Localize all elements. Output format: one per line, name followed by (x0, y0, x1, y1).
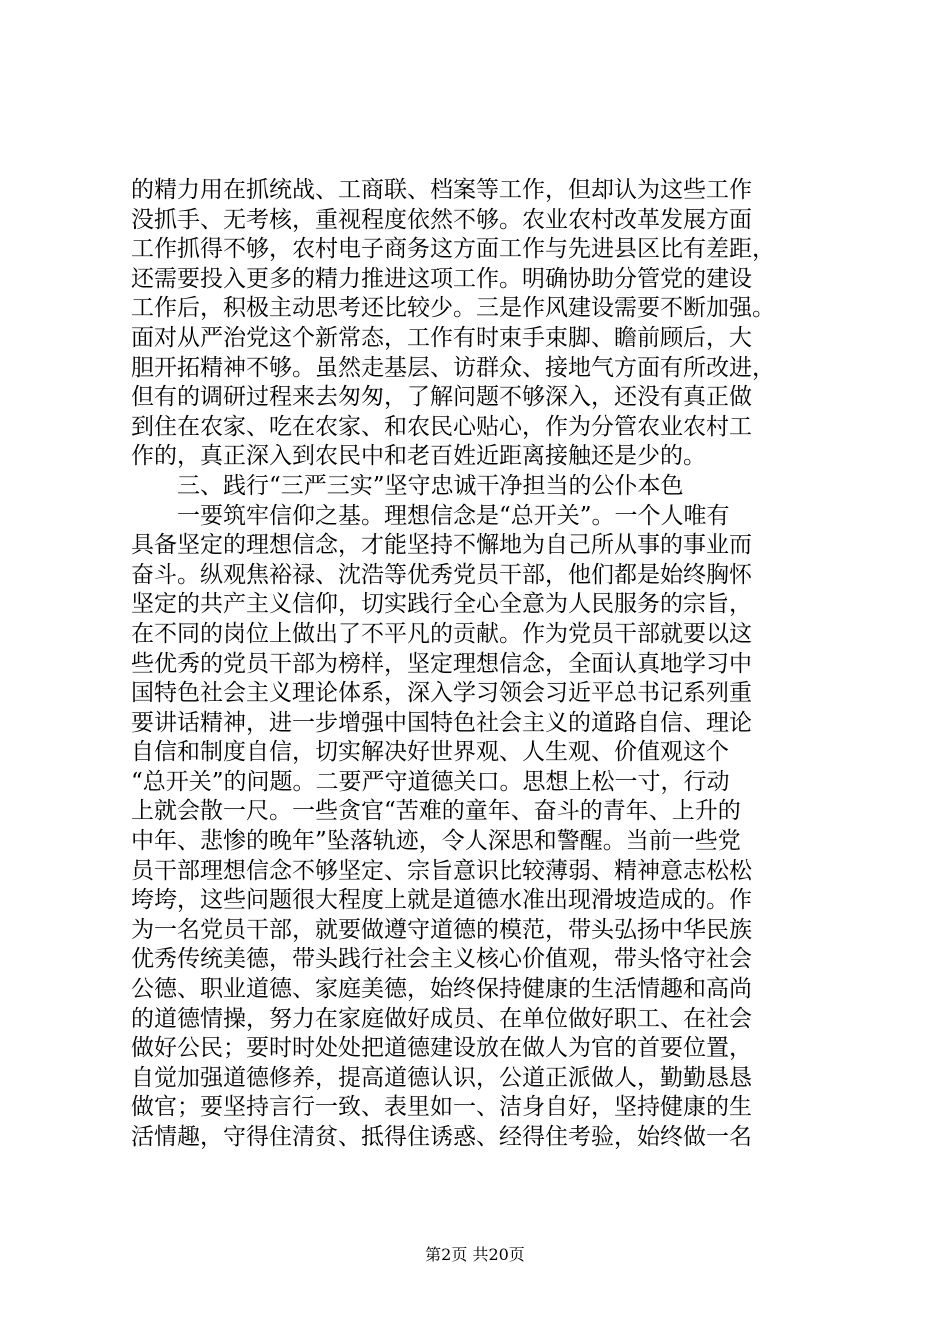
text-line: 奋斗。纵观焦裕禄、沈浩等优秀党员干部，他们都是始终胸怀 (131, 561, 752, 588)
text-line: 国特色社会主义理论体系，深入学习领会习近平总书记系列重 (131, 680, 752, 707)
text-line: 优秀传统美德，带头践行社会主义核心价值观，带头恪守社会 (131, 946, 752, 973)
text-line: 公德、职业道德、家庭美德，始终保持健康的生活情趣和高尚 (131, 976, 752, 1003)
text-line: 没抓手、无考核，重视程度依然不够。农业农村改革发展方面 (131, 206, 752, 233)
text-line: 自信和制度自信，切实解决好世界观、人生观、价值观这个 (131, 739, 729, 766)
text-line: 活情趣，守得住清贫、抵得住诱惑、经得住考验，始终做一名 (131, 1124, 752, 1150)
text-line: 的道德情操，努力在家庭做好成员、在单位做好职工、在社会 (131, 1005, 752, 1032)
text-line: 坚定的共产主义信仰，切实践行全心全意为人民服务的宗旨， (131, 591, 752, 618)
text-line: 上就会散一尺。一些贪官“苦难的童年、奋斗的青年、上升的 (131, 798, 741, 825)
section-heading: 三、践行“三严三实”坚守忠诚干净担当的公仆本色 (177, 472, 684, 499)
text-line: 为一名党员干部，就要做遵守道德的模范，带头弘扬中华民族 (131, 916, 752, 943)
text-line: 些优秀的党员干部为榜样，坚定理想信念，全面认真地学习中 (131, 650, 752, 677)
body-text (131, 176, 831, 1153)
text-line: 工作抓得不够，农村电子商务这方面工作与先进县区比有差距， (131, 236, 775, 263)
text-line: 要讲话精神，进一步增强中国特色社会主义的道路自信、理论 (131, 709, 752, 736)
text-line: 做好公民；要时时处处把道德建设放在做人为官的首要位置， (131, 1035, 752, 1062)
text-line: 作的，真正深入到农民中和老百姓近距离接触还是少的。 (131, 443, 706, 470)
text-line: 工作后，积极主动思考还比较少。三是作风建设需要不断加强。 (131, 295, 775, 322)
text-line: 员干部理想信念不够坚定、宗旨意识比较薄弱、精神意志松松 (131, 857, 752, 884)
text-line: 的精力用在抓统战、工商联、档案等工作，但却认为这些工作 (131, 177, 752, 203)
text-line: 胆开拓精神不够。虽然走基层、访群众、接地气方面有所改进， (131, 354, 775, 381)
text-line: 在不同的岗位上做出了不平凡的贡献。作为党员干部就要以这 (131, 620, 752, 647)
text-line: 面对从严治党这个新常态，工作有时束手束脚、瞻前顾后，大 (131, 324, 752, 351)
text-line: 中年、悲惨的晚年”坠落轨迹，令人深思和警醒。当前一些党 (131, 828, 741, 855)
text-line: 但有的调研过程来去匆匆，了解问题不够深入，还没有真正做 (131, 384, 752, 411)
text-line: 到住在农家、吃在农家、和农民心贴心，作为分管农业农村工 (131, 413, 752, 440)
text-line: 一要筑牢信仰之基。理想信念是“总开关”。一个人唯有 (177, 502, 730, 529)
text-line: 自觉加强道德修养，提高道德认识，公道正派做人，勤勤恳恳 (131, 1064, 752, 1091)
text-line: 做官；要坚持言行一致、表里如一、洁身自好，坚持健康的生 (131, 1094, 752, 1121)
page-footer: 第2页 共20页 (425, 1245, 525, 1264)
text-line: 具备坚定的理想信念，才能坚持不懈地为自己所从事的事业而 (131, 532, 752, 559)
text-line: 垮垮，这些问题很大程度上就是道德水准出现滑坡造成的。作 (131, 887, 752, 914)
text-line: 还需要投入更多的精力推进这项工作。明确协助分管党的建设 (131, 265, 752, 292)
text-line: “总开关”的问题。二要严守道德关口。思想上松一寸，行动 (131, 768, 730, 795)
